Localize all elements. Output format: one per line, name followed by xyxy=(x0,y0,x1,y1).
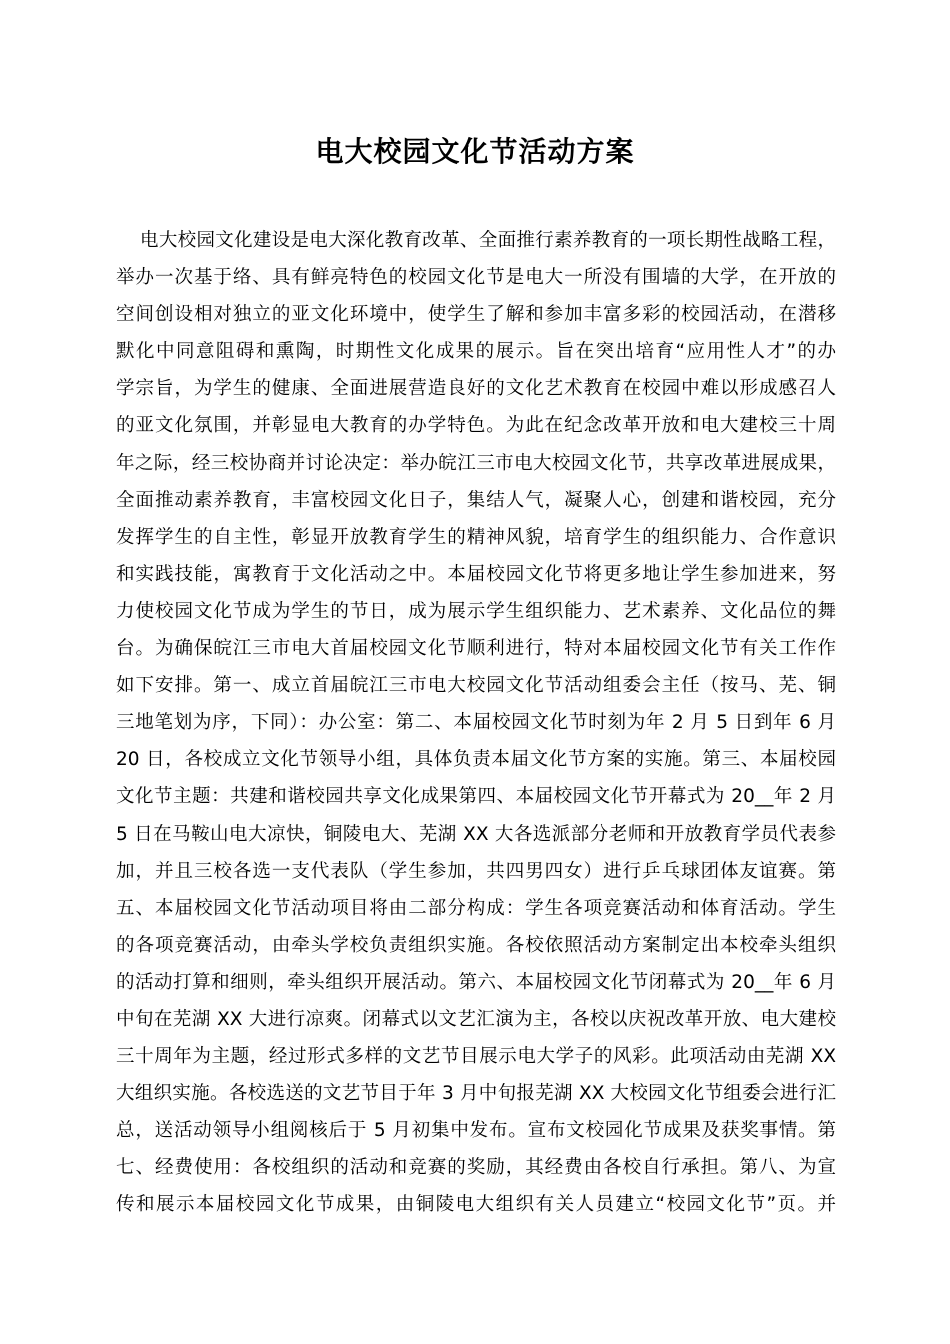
body-line: 如下安排。第一、成立首届皖江三市电大校园文化节活动组委会主任（按马、芜、铜 xyxy=(116,675,836,697)
body-line: 发挥学生的自主性，彰显开放教育学生的精神风貌，培育学生的组织能力、合作意识 xyxy=(116,526,836,548)
document-body xyxy=(116,222,836,1224)
body-line: 的活动打算和细则，牵头组织开展活动。第六、本届校园文化节闭幕式为 20__年 6 月 xyxy=(116,971,836,993)
body-line: 学宗旨，为学生的健康、全面进展营造良好的文化艺术教育在校园中难以形成感召人 xyxy=(116,378,836,400)
body-line: 的各项竞赛活动，由牵头学校负责组织实施。各校依照活动方案制定出本校牵头组织 xyxy=(116,934,836,956)
document-title: 电大校园文化节活动方案 xyxy=(315,135,635,168)
body-line: 5 日在马鞍山电大凉快，铜陵电大、芜湖 XX 大各选派部分老师和开放教育学员代表参 xyxy=(116,823,836,845)
body-line: 年之际，经三校协商并讨论决定：举办皖江三市电大校园文化节，共享改革进展成果， xyxy=(116,452,836,474)
body-line: 20 日，各校成立文化节领导小组，具体负责本届文化节方案的实施。第三、本届校园 xyxy=(116,749,836,771)
body-line: 力使校园文化节成为学生的节日，成为展示学生组织能力、艺术素养、文化品位的舞 xyxy=(116,600,836,622)
body-line: 大组织实施。各校选送的文艺节目于年 3 月中旬报芜湖 XX 大校园文化节组委会进行汇 xyxy=(116,1083,836,1105)
body-line: 传和展示本届校园文化节成果，由铜陵电大组织有关人员建立“校园文化节”页。并 xyxy=(116,1194,836,1216)
body-line: 文化节主题：共建和谐校园共享文化成果第四、本届校园文化节开幕式为 20__年 2 月 xyxy=(116,786,836,808)
body-line: 五、本届校园文化节活动项目将由二部分构成：学生各项竞赛活动和体育活动。学生 xyxy=(116,897,836,919)
body-line: 台。为确保皖江三市电大首届校园文化节顺利进行，特对本届校园文化节有关工作作 xyxy=(116,638,836,660)
body-line: 中旬在芜湖 XX 大进行凉爽。闭幕式以文艺汇演为主，各校以庆祝改革开放、电大建校 xyxy=(116,1008,836,1030)
body-line: 空间创设相对独立的亚文化环境中，使学生了解和参加丰富多彩的校园活动，在潜移 xyxy=(116,304,836,326)
body-line: 三十周年为主题，经过形式多样的文艺节目展示电大学子的风彩。此项活动由芜湖 XX xyxy=(116,1046,836,1068)
body-line: 三地笔划为序，下同）：办公室：第二、本届校园文化节时刻为年 2 月 5 日到年 6 月 xyxy=(116,712,836,734)
body-line: 电大校园文化建设是电大深化教育改革、全面推行素养教育的一项长期性战略工程， xyxy=(140,230,836,251)
body-line: 全面推动素养教育，丰富校园文化日子，集结人气，凝聚人心，创建和谐校园，充分 xyxy=(116,489,836,511)
body-line: 加，并且三校各选一支代表队（学生参加，共四男四女）进行乒乓球团体友谊赛。第 xyxy=(116,860,836,882)
body-line: 默化中同意阻碍和熏陶，时期性文化成果的展示。旨在突出培育“应用性人才”的办 xyxy=(116,341,836,363)
body-line: 总，送活动领导小组阅核后于 5 月初集中发布。宣布文校园化节成果及获奖事情。第 xyxy=(116,1120,836,1142)
body-line: 和实践技能，寓教育于文化活动之中。本届校园文化节将更多地让学生参加进来，努 xyxy=(116,563,836,585)
body-line: 七、经费使用：各校组织的活动和竞赛的奖励，其经费由各校自行承担。第八、为宣 xyxy=(116,1157,836,1179)
body-line: 举办一次基于络、具有鲜亮特色的校园文化节是电大一所没有围墙的大学，在开放的 xyxy=(116,267,836,289)
body-line: 的亚文化氛围，并彰显电大教育的办学特色。为此在纪念改革开放和电大建校三十周 xyxy=(116,415,836,437)
